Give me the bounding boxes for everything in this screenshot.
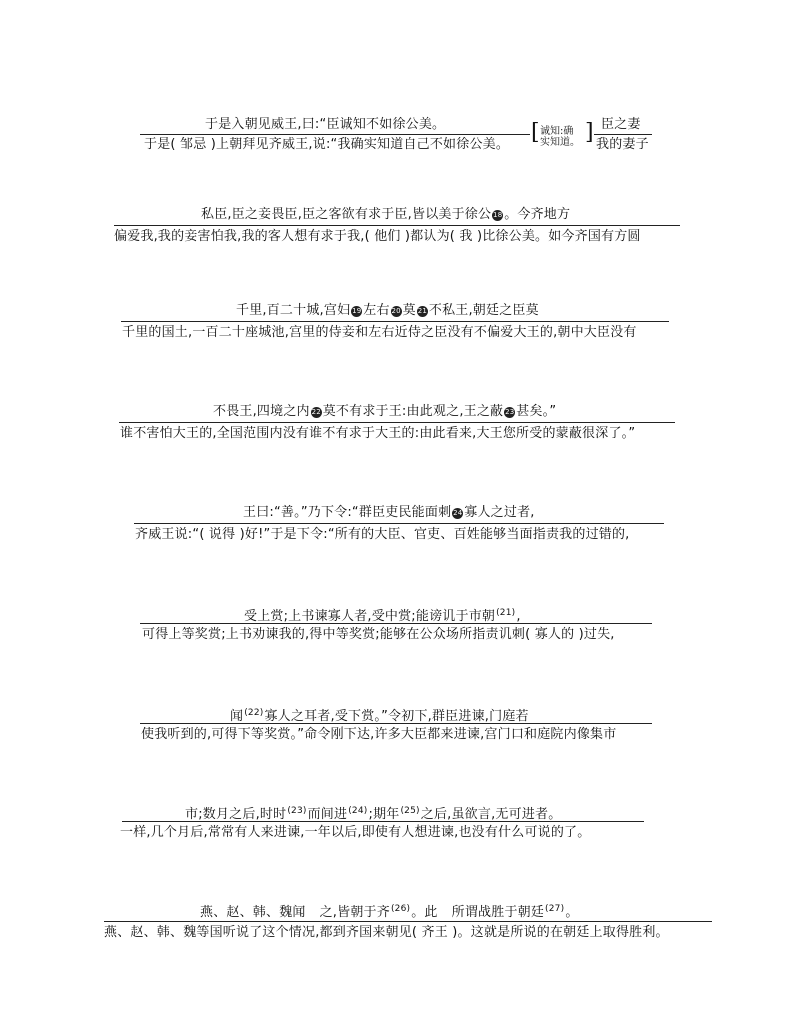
translation-line-3: 千里的国土,一百二十座城池,宫里的侍妾和左右近侍之臣没有不偏爱大王的,朝中大臣没有 [122, 325, 637, 340]
original-text: 莫不有求于王:由此观之,王之蔽 [322, 404, 504, 419]
original-text: 所谓战胜于朝廷 [451, 905, 545, 920]
original-line-1: 于是入朝见威王,曰:“臣诚知不如徐公美。 [205, 117, 446, 132]
side-translation: 我的妻子 [596, 137, 649, 152]
bracket-left: [ [531, 120, 540, 145]
original-line-2 [201, 207, 570, 223]
original-line-6 [244, 605, 521, 625]
original-text: 左右 [363, 303, 390, 318]
side-underline [594, 134, 652, 135]
footnote-marker: (27) [545, 904, 565, 914]
original-text: 闻 [230, 709, 244, 724]
footnote-marker: (22) [244, 708, 264, 718]
underline-7 [140, 723, 652, 724]
side-annotation-line-2: 实知道。 [540, 137, 580, 148]
footnote-marker: (26) [390, 904, 411, 914]
note-marker: 22 [311, 408, 321, 416]
original-text: 。 [565, 905, 579, 920]
original-text: 私臣,臣之妾畏臣,臣之客欲有求于臣,皆以美于徐公 [201, 207, 492, 222]
translation-line-9: 燕、赵、韩、魏等国听说了这个情况,都到齐国来朝见( 齐王 )。这就是所说的在朝廷上取得胜利。 [104, 925, 669, 940]
original-text: 王曰:“善。”乃下令:“群臣吏民能面刺 [243, 505, 452, 520]
original-line-4 [213, 404, 556, 420]
footnote-marker: (24) [348, 806, 368, 816]
underline-4 [119, 422, 675, 423]
original-line-7 [230, 705, 529, 725]
original-line-8 [185, 803, 561, 823]
original-text: 。今齐地方 [504, 207, 571, 222]
original-text: 甚矣。” [516, 404, 557, 419]
footnote-marker: (21) [496, 608, 516, 618]
original-text: 市;数月之后,时时 [185, 807, 287, 822]
footnote-marker: (23) [287, 806, 307, 816]
underline-9 [104, 921, 712, 922]
footnote-marker: (25) [400, 806, 420, 816]
original-text: 之,皆朝于齐 [319, 905, 390, 920]
original-text: , [516, 609, 521, 624]
note-marker: 18 [493, 211, 503, 219]
original-text: 不私王,朝廷之臣莫 [428, 303, 539, 318]
underline-2 [114, 225, 680, 226]
side-original: 臣之妻 [601, 117, 641, 132]
translation-line-1: 于是( 邹忌 )上朝拜见齐威王,说:“我确实知道自己不如徐公美。 [144, 137, 510, 152]
note-marker: 23 [505, 408, 515, 416]
underline-3 [121, 321, 669, 322]
translation-line-8: 一样,几个月后,常常有人来进谏,一年以后,即使有人想进谏,也没有什么可说的了。 [120, 825, 591, 840]
translation-line-5: 齐威王说:“( 说得 )好!”于是下令:“所有的大臣、官吏、百姓能够当面指责我的过错的, [135, 527, 630, 542]
original-line-9 [200, 901, 579, 921]
original-text: 千里,百二十城,宫妇 [236, 303, 351, 318]
side-annotation [540, 126, 580, 148]
underline-5 [134, 523, 664, 524]
original-text: 莫 [402, 303, 416, 318]
original-text: 而间进 [307, 807, 348, 822]
original-line-3 [236, 303, 539, 319]
original-line-5 [243, 505, 535, 521]
original-text: 燕、赵、韩、魏闻 [200, 905, 306, 920]
translation-line-7: 使我听到的,可得下等奖赏。”命令刚下达,许多大臣都来进谏,宫门口和庭院内像集市 [141, 727, 617, 742]
note-marker: 24 [453, 509, 463, 517]
note-marker: 20 [391, 307, 401, 315]
translation-line-4: 谁不害怕大王的,全国范围内没有谁不有求于大王的:由此看来,大王您所受的蒙蔽很深了。” [120, 426, 636, 441]
bracket-right: ] [585, 120, 594, 145]
note-marker: 21 [417, 307, 428, 315]
note-marker: 19 [352, 307, 362, 315]
original-text: 寡人之过者, [464, 505, 535, 520]
original-text: 。此 [411, 905, 438, 920]
underline-1 [140, 134, 530, 135]
translation-line-6: 可得上等奖赏;上书劝谏我的,得中等奖赏;能够在公众场所指责讥刺( 寡人的 )过失, [142, 627, 615, 642]
translation-line-2: 偏爱我,我的妾害怕我,我的客人想有求于我,( 他们 )都认为( 我 )比徐公美。如今齐国有方圆 [114, 229, 641, 244]
original-text: 寡人之耳者,受下赏。”令初下,群臣进谏,门庭若 [264, 709, 529, 724]
original-text: ;期年 [368, 807, 400, 822]
original-text: 不畏王,四境之内 [213, 404, 310, 419]
side-annotation-line-1: 诚知:确 [540, 126, 574, 137]
underline-8 [122, 821, 644, 822]
underline-6 [140, 623, 652, 624]
original-text: 受上赏;上书谏寡人者,受中赏;能谤讥于市朝 [244, 609, 496, 624]
original-text: 之后,虽欲言,无可进者。 [420, 807, 562, 822]
